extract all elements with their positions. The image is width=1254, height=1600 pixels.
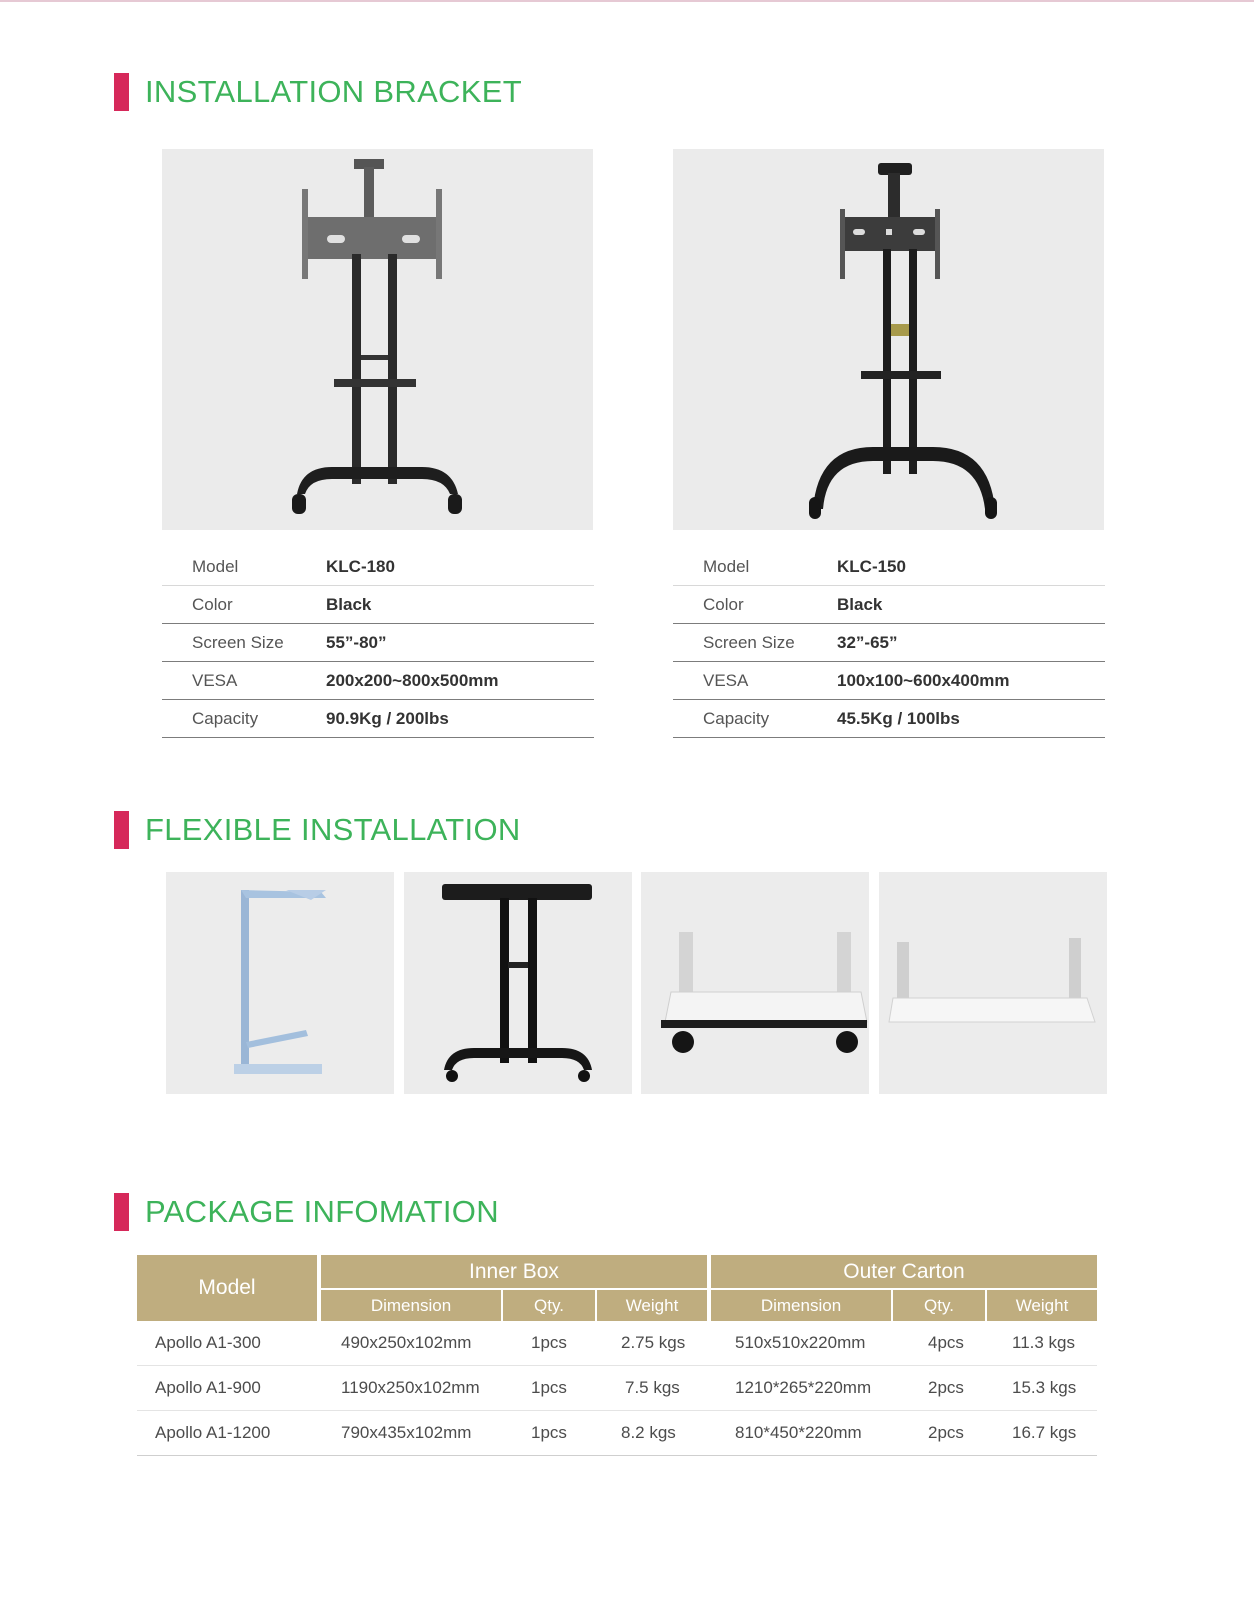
- header-inner-box: Inner Box: [321, 1255, 707, 1288]
- shelf-photo: [879, 872, 1107, 1094]
- cell-inner-weight: 7.5 kgs: [625, 1378, 680, 1397]
- spec-table-klc-180: [162, 548, 594, 738]
- section-title: PACKAGE INFOMATION: [145, 1194, 499, 1229]
- section-heading-installation: [114, 72, 522, 112]
- table-row: [137, 1321, 1097, 1366]
- cell-outer-weight: 15.3 kgs: [1012, 1378, 1077, 1397]
- tv-stand-photo: [162, 149, 593, 530]
- spec-row-color: [673, 586, 1105, 624]
- cell-outer-weight: 11.3 kgs: [1012, 1333, 1076, 1352]
- cell-model: Apollo A1-1200: [155, 1423, 271, 1442]
- spec-value: 90.9Kg / 200lbs: [326, 708, 449, 728]
- heading-marker: [114, 811, 129, 849]
- spec-label: Color: [703, 594, 744, 614]
- spec-label: VESA: [192, 670, 238, 690]
- top-border: [0, 0, 1254, 2]
- spec-label: Model: [192, 556, 239, 576]
- section-heading-package: [114, 1192, 499, 1232]
- section-title: INSTALLATION BRACKET: [145, 74, 522, 109]
- package-table: [137, 1255, 1097, 1456]
- spec-table-klc-150: [673, 548, 1105, 738]
- cell-inner-weight: 2.75 kgs: [621, 1333, 686, 1352]
- spec-label: Screen Size: [703, 632, 795, 652]
- spec-row-capacity: [162, 700, 594, 738]
- spec-value: KLC-180: [326, 556, 395, 576]
- cell-outer-qty: 4pcs: [928, 1333, 964, 1352]
- spec-label: VESA: [703, 670, 749, 690]
- cell-outer-dimension: 810*450*220mm: [735, 1423, 862, 1442]
- flexible-photo-3: [641, 872, 869, 1094]
- spec-row-color: [162, 586, 594, 624]
- section-title: FLEXIBLE INSTALLATION: [145, 812, 521, 847]
- spec-value: 45.5Kg / 100lbs: [837, 708, 960, 728]
- spec-row-screen-size: [162, 624, 594, 662]
- wall-mount-photo: [166, 872, 394, 1094]
- spec-value: 100x100~600x400mm: [837, 670, 1010, 690]
- heading-marker: [114, 1193, 129, 1231]
- cell-inner-qty: 1pcs: [531, 1423, 567, 1442]
- spec-row-vesa: [673, 662, 1105, 700]
- header-inner-weight: Weight: [597, 1290, 707, 1321]
- cell-inner-dimension: 1190x250x102mm: [341, 1378, 480, 1397]
- spec-label: Capacity: [703, 708, 770, 728]
- spec-value: KLC-150: [837, 556, 906, 576]
- flexible-photo-1: [166, 872, 394, 1094]
- spec-value: Black: [837, 594, 883, 614]
- product-photo-klc-150: [673, 149, 1104, 530]
- cell-model: Apollo A1-300: [155, 1333, 261, 1352]
- heading-marker: [114, 73, 129, 111]
- header-outer-weight: Weight: [987, 1290, 1097, 1321]
- header-model: Model: [137, 1255, 317, 1321]
- cell-inner-qty: 1pcs: [531, 1378, 567, 1397]
- spec-label: Screen Size: [192, 632, 284, 652]
- cell-model: Apollo A1-900: [155, 1378, 261, 1397]
- header-outer-carton: Outer Carton: [711, 1255, 1097, 1288]
- spec-row-vesa: [162, 662, 594, 700]
- header-inner-qty: Qty.: [503, 1290, 595, 1321]
- cell-inner-qty: 1pcs: [531, 1333, 567, 1352]
- spec-row-capacity: [673, 700, 1105, 738]
- stand-frame-photo: [404, 872, 632, 1094]
- spec-label: Model: [703, 556, 750, 576]
- table-row: [137, 1366, 1097, 1411]
- spec-value: 200x200~800x500mm: [326, 670, 499, 690]
- header-inner-dimension: Dimension: [321, 1290, 501, 1321]
- cell-outer-dimension: 1210*265*220mm: [735, 1378, 872, 1397]
- flexible-photo-2: [404, 872, 632, 1094]
- table-row: [137, 1411, 1097, 1456]
- cell-inner-weight: 8.2 kgs: [621, 1423, 676, 1442]
- package-table-header: [137, 1255, 1097, 1321]
- spec-label: Color: [192, 594, 233, 614]
- cell-inner-dimension: 790x435x102mm: [341, 1423, 472, 1442]
- spec-value: 32”-65”: [837, 632, 898, 652]
- cell-outer-dimension: 510x510x220mm: [735, 1333, 866, 1352]
- spec-row-model: [673, 548, 1105, 586]
- product-photo-klc-180: [162, 149, 593, 530]
- cell-inner-dimension: 490x250x102mm: [341, 1333, 472, 1352]
- cell-outer-qty: 2pcs: [928, 1423, 964, 1442]
- spec-label: Capacity: [192, 708, 259, 728]
- spec-row-screen-size: [673, 624, 1105, 662]
- spec-value: Black: [326, 594, 372, 614]
- tv-stand-photo: [673, 149, 1104, 530]
- section-heading-flexible: [114, 810, 521, 850]
- header-outer-dimension: Dimension: [711, 1290, 891, 1321]
- flexible-photo-4: [879, 872, 1107, 1094]
- spec-row-model: [162, 548, 594, 586]
- cell-outer-qty: 2pcs: [928, 1378, 964, 1397]
- cell-outer-weight: 16.7 kgs: [1012, 1423, 1077, 1442]
- header-outer-qty: Qty.: [893, 1290, 985, 1321]
- spec-value: 55”-80”: [326, 632, 387, 652]
- shelf-with-wheels-photo: [641, 872, 869, 1094]
